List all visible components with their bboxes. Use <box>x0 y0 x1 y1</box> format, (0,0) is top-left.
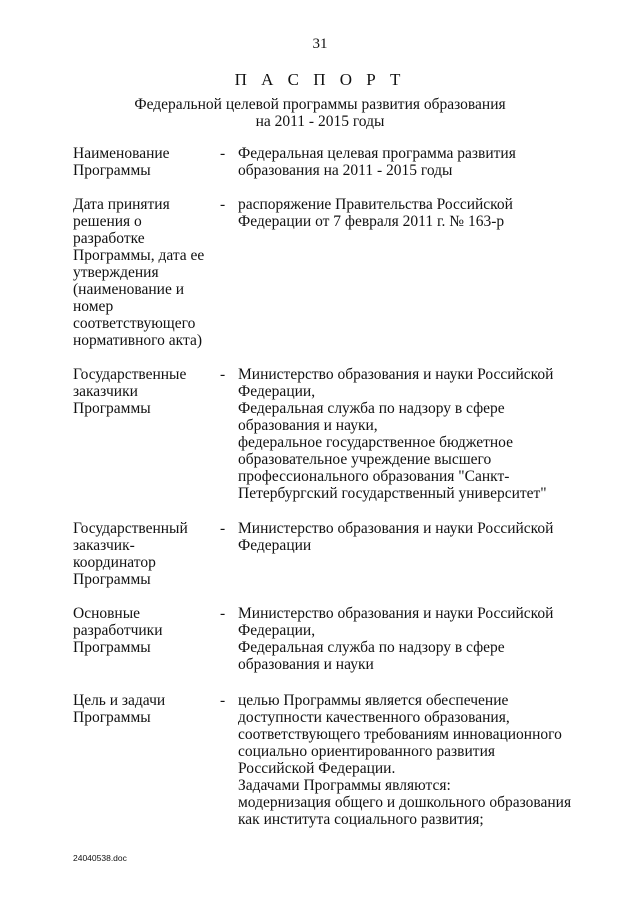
label-line: решения о <box>73 213 142 230</box>
passport-row-coordinator <box>73 520 573 588</box>
value-line: как института социального развития; <box>238 811 484 828</box>
value-line: образования на 2011 - 2015 годы <box>238 162 453 179</box>
value-line: федеральное государственное бюджетное <box>238 434 513 451</box>
row-dash: - <box>220 692 226 709</box>
row-dash: - <box>220 366 226 383</box>
label-line: Программы <box>73 709 151 726</box>
label-line: нормативного акта) <box>73 332 202 349</box>
row-label <box>73 366 220 502</box>
value-line: Федеральная целевая программа развития <box>238 145 516 162</box>
value-line: образовательное учреждение высшего <box>238 451 492 468</box>
row-value <box>238 145 573 179</box>
label-line: номер <box>73 298 114 315</box>
value-line: образования и науки, <box>238 417 378 434</box>
value-line: Федерации <box>238 537 312 554</box>
value-line: целью Программы является обеспечение <box>238 692 509 709</box>
row-label <box>73 145 220 179</box>
value-line: доступности качественного образования, <box>238 709 510 726</box>
value-line: Федеральная служба по надзору в сфере <box>238 639 505 656</box>
row-dash: - <box>220 605 226 622</box>
value-line: образования и науки <box>238 656 374 673</box>
document-subtitle <box>0 96 640 130</box>
value-line: соответствующего требованиям инновационного <box>238 726 562 743</box>
value-line: Российской Федерации. <box>238 760 396 777</box>
label-line: Цель и задачи <box>73 692 166 709</box>
row-dash: - <box>220 520 226 537</box>
row-dash: - <box>220 145 226 162</box>
passport-row-state-customers <box>73 366 573 502</box>
label-line: Наименование <box>73 145 170 162</box>
value-line: Министерство образования и науки Российской <box>238 605 554 622</box>
subtitle-line: на 2011 - 2015 годы <box>255 113 385 130</box>
value-line: Петербургский государственный университет" <box>238 485 547 502</box>
row-dash: - <box>220 196 226 213</box>
row-value <box>238 196 573 349</box>
passport-row-goals <box>73 692 573 828</box>
label-line: Программы <box>73 162 151 179</box>
label-line: (наименование и <box>73 281 184 298</box>
passport-row-name <box>73 145 573 179</box>
label-line: заказчики <box>73 383 138 400</box>
row-label <box>73 520 220 588</box>
row-value <box>238 366 573 502</box>
value-line: Федеральная служба по надзору в сфере <box>238 400 505 417</box>
label-line: координатор <box>73 554 156 571</box>
row-value <box>238 605 573 673</box>
footer-filename: 24040538.doc <box>73 853 127 863</box>
value-line: профессионального образования "Санкт- <box>238 468 510 485</box>
label-line: заказчик- <box>73 537 135 554</box>
row-label <box>73 196 220 349</box>
label-line: Дата принятия <box>73 196 170 213</box>
passport-row-developers <box>73 605 573 673</box>
value-line: Федерации, <box>238 622 316 639</box>
label-line: Программы <box>73 400 151 417</box>
value-line: Задачами Программы являются: <box>238 777 451 794</box>
passport-table <box>73 145 573 828</box>
label-line: Программы <box>73 639 151 656</box>
document-title: П А С П О Р Т <box>234 70 406 89</box>
passport-row-adoption-date <box>73 196 573 349</box>
value-line: Министерство образования и науки Российской <box>238 366 554 383</box>
value-line: распоряжение Правительства Российской <box>238 196 513 213</box>
value-line: Министерство образования и науки Российской <box>238 520 554 537</box>
label-line: разработчики <box>73 622 163 639</box>
label-line: Государственный <box>73 520 188 537</box>
value-line: Федерации, <box>238 383 316 400</box>
subtitle-line: Федеральной целевой программы развития образования <box>134 96 506 113</box>
row-label <box>73 692 220 828</box>
label-line: Основные <box>73 605 141 622</box>
row-label <box>73 605 220 673</box>
row-value <box>238 520 573 588</box>
label-line: утверждения <box>73 264 159 281</box>
label-line: разработке <box>73 230 145 247</box>
row-value <box>238 692 573 828</box>
value-line: модернизация общего и дошкольного образования <box>238 794 572 811</box>
value-line: Федерации от 7 февраля 2011 г. № 163-р <box>238 213 505 230</box>
label-line: соответствующего <box>73 315 196 332</box>
value-line: социально ориентированного развития <box>238 743 495 760</box>
label-line: Программы, дата ее <box>73 247 205 264</box>
label-line: Программы <box>73 571 151 588</box>
label-line: Государственные <box>73 366 187 383</box>
page-number: 31 <box>312 36 328 52</box>
